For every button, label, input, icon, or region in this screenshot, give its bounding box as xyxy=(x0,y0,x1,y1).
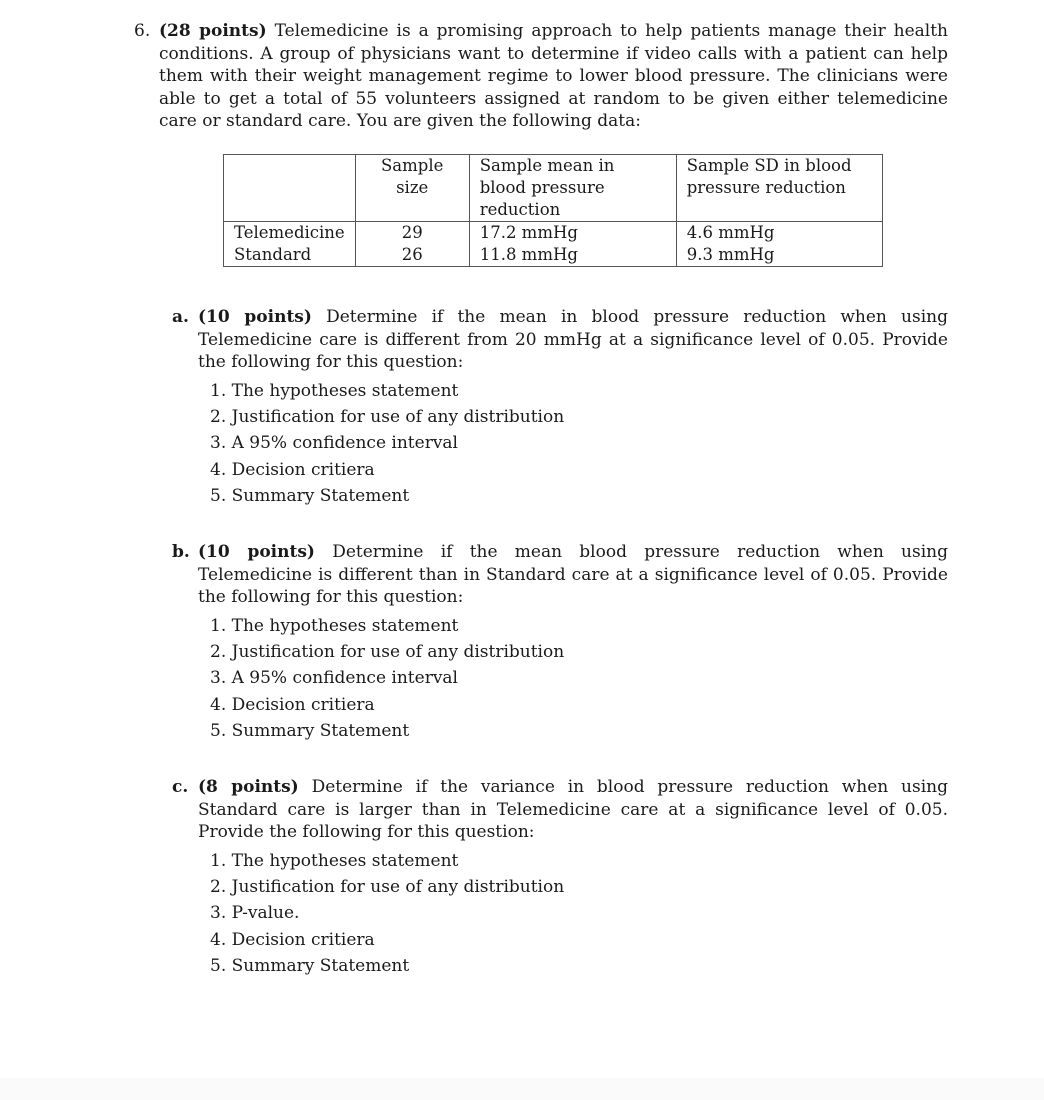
table-header-cell: Sample size xyxy=(355,155,469,222)
question-text: Telemedicine is a promising approach to help patients manage their health conditions. A group of physicians want to determine if video calls with a patient can help them with their weight management regime to lower blood pressure. The clinicians were able to get a total of 55 volunteers assigned at random to be given either telemedicine care or standard care. You are given the following data: xyxy=(159,21,948,131)
table-header-cell: Sample SD in blood pressure reduction xyxy=(676,155,882,222)
part-a-text: Determine if the mean in blood pressure reduction when using Telemedicine care is different from 20 mmHg at a significance level of 0.05. Provide the following for this question: xyxy=(198,307,948,372)
table-row xyxy=(224,222,883,245)
table-header-cell: Sample mean in blood pressure reduction xyxy=(469,155,676,222)
data-table xyxy=(223,154,883,267)
table-cell: 29 xyxy=(355,222,469,245)
table-header-row xyxy=(224,155,883,222)
list-item: 4. Decision critiera xyxy=(210,694,375,715)
list-item: 5. Summary Statement xyxy=(210,955,410,976)
list-item: 3. P-value. xyxy=(210,903,300,924)
list-item: 2. Justification for use of any distribution xyxy=(210,877,565,898)
part-b-prompt xyxy=(198,541,948,609)
list-item: 5. Summary Statement xyxy=(210,485,410,506)
part-b-points: (10 points) xyxy=(198,542,315,562)
part-a-list xyxy=(210,378,564,509)
list-item: 2. Justification for use of any distribution xyxy=(210,642,565,663)
table-row xyxy=(224,244,883,267)
list-item: 3. A 95% confidence interval xyxy=(210,433,458,454)
question-intro xyxy=(159,20,948,133)
list-item: 1. The hypotheses statement xyxy=(210,851,459,871)
part-c-text: Determine if the variance in blood pressure reduction when using Standard care is larger than in Telemedicine care at a significance level of 0.05. Provide the following for this question: xyxy=(198,777,949,842)
table-cell: 9.3 mmHg xyxy=(676,244,882,267)
list-item: 4. Decision critiera xyxy=(210,459,375,480)
part-b-label: b. xyxy=(172,542,190,562)
list-item: 3. A 95% confidence interval xyxy=(210,668,458,689)
table-cell: 26 xyxy=(355,244,469,267)
part-a-points: (10 points) xyxy=(198,307,312,327)
question-number: 6. xyxy=(134,21,151,41)
part-b-list xyxy=(210,613,564,744)
list-item: 1. The hypotheses statement xyxy=(210,616,459,636)
page-bottom-edge xyxy=(0,1078,1044,1100)
table-cell: Telemedicine xyxy=(224,222,356,245)
table-cell: 11.8 mmHg xyxy=(469,244,676,267)
part-a-prompt xyxy=(198,306,948,374)
table-cell: 17.2 mmHg xyxy=(469,222,676,245)
part-c-list xyxy=(210,848,564,979)
part-c-points: (8 points) xyxy=(198,777,299,797)
part-c-prompt xyxy=(198,776,948,844)
table-cell: 4.6 mmHg xyxy=(676,222,882,245)
question-points: (28 points) xyxy=(159,21,267,41)
list-item: 5. Summary Statement xyxy=(210,720,410,741)
list-item: 2. Justification for use of any distribution xyxy=(210,407,565,428)
table-cell: Standard xyxy=(224,244,356,267)
part-b-text: Determine if the mean blood pressure reduction when using Telemedicine is different than in Standard care at a significance level of 0.05. Provide the following for this question: xyxy=(198,542,949,607)
part-c-label: c. xyxy=(172,777,189,797)
list-item: 4. Decision critiera xyxy=(210,929,375,950)
part-a-label: a. xyxy=(172,307,189,327)
table-header-cell xyxy=(224,155,356,222)
list-item: 1. The hypotheses statement xyxy=(210,381,459,401)
